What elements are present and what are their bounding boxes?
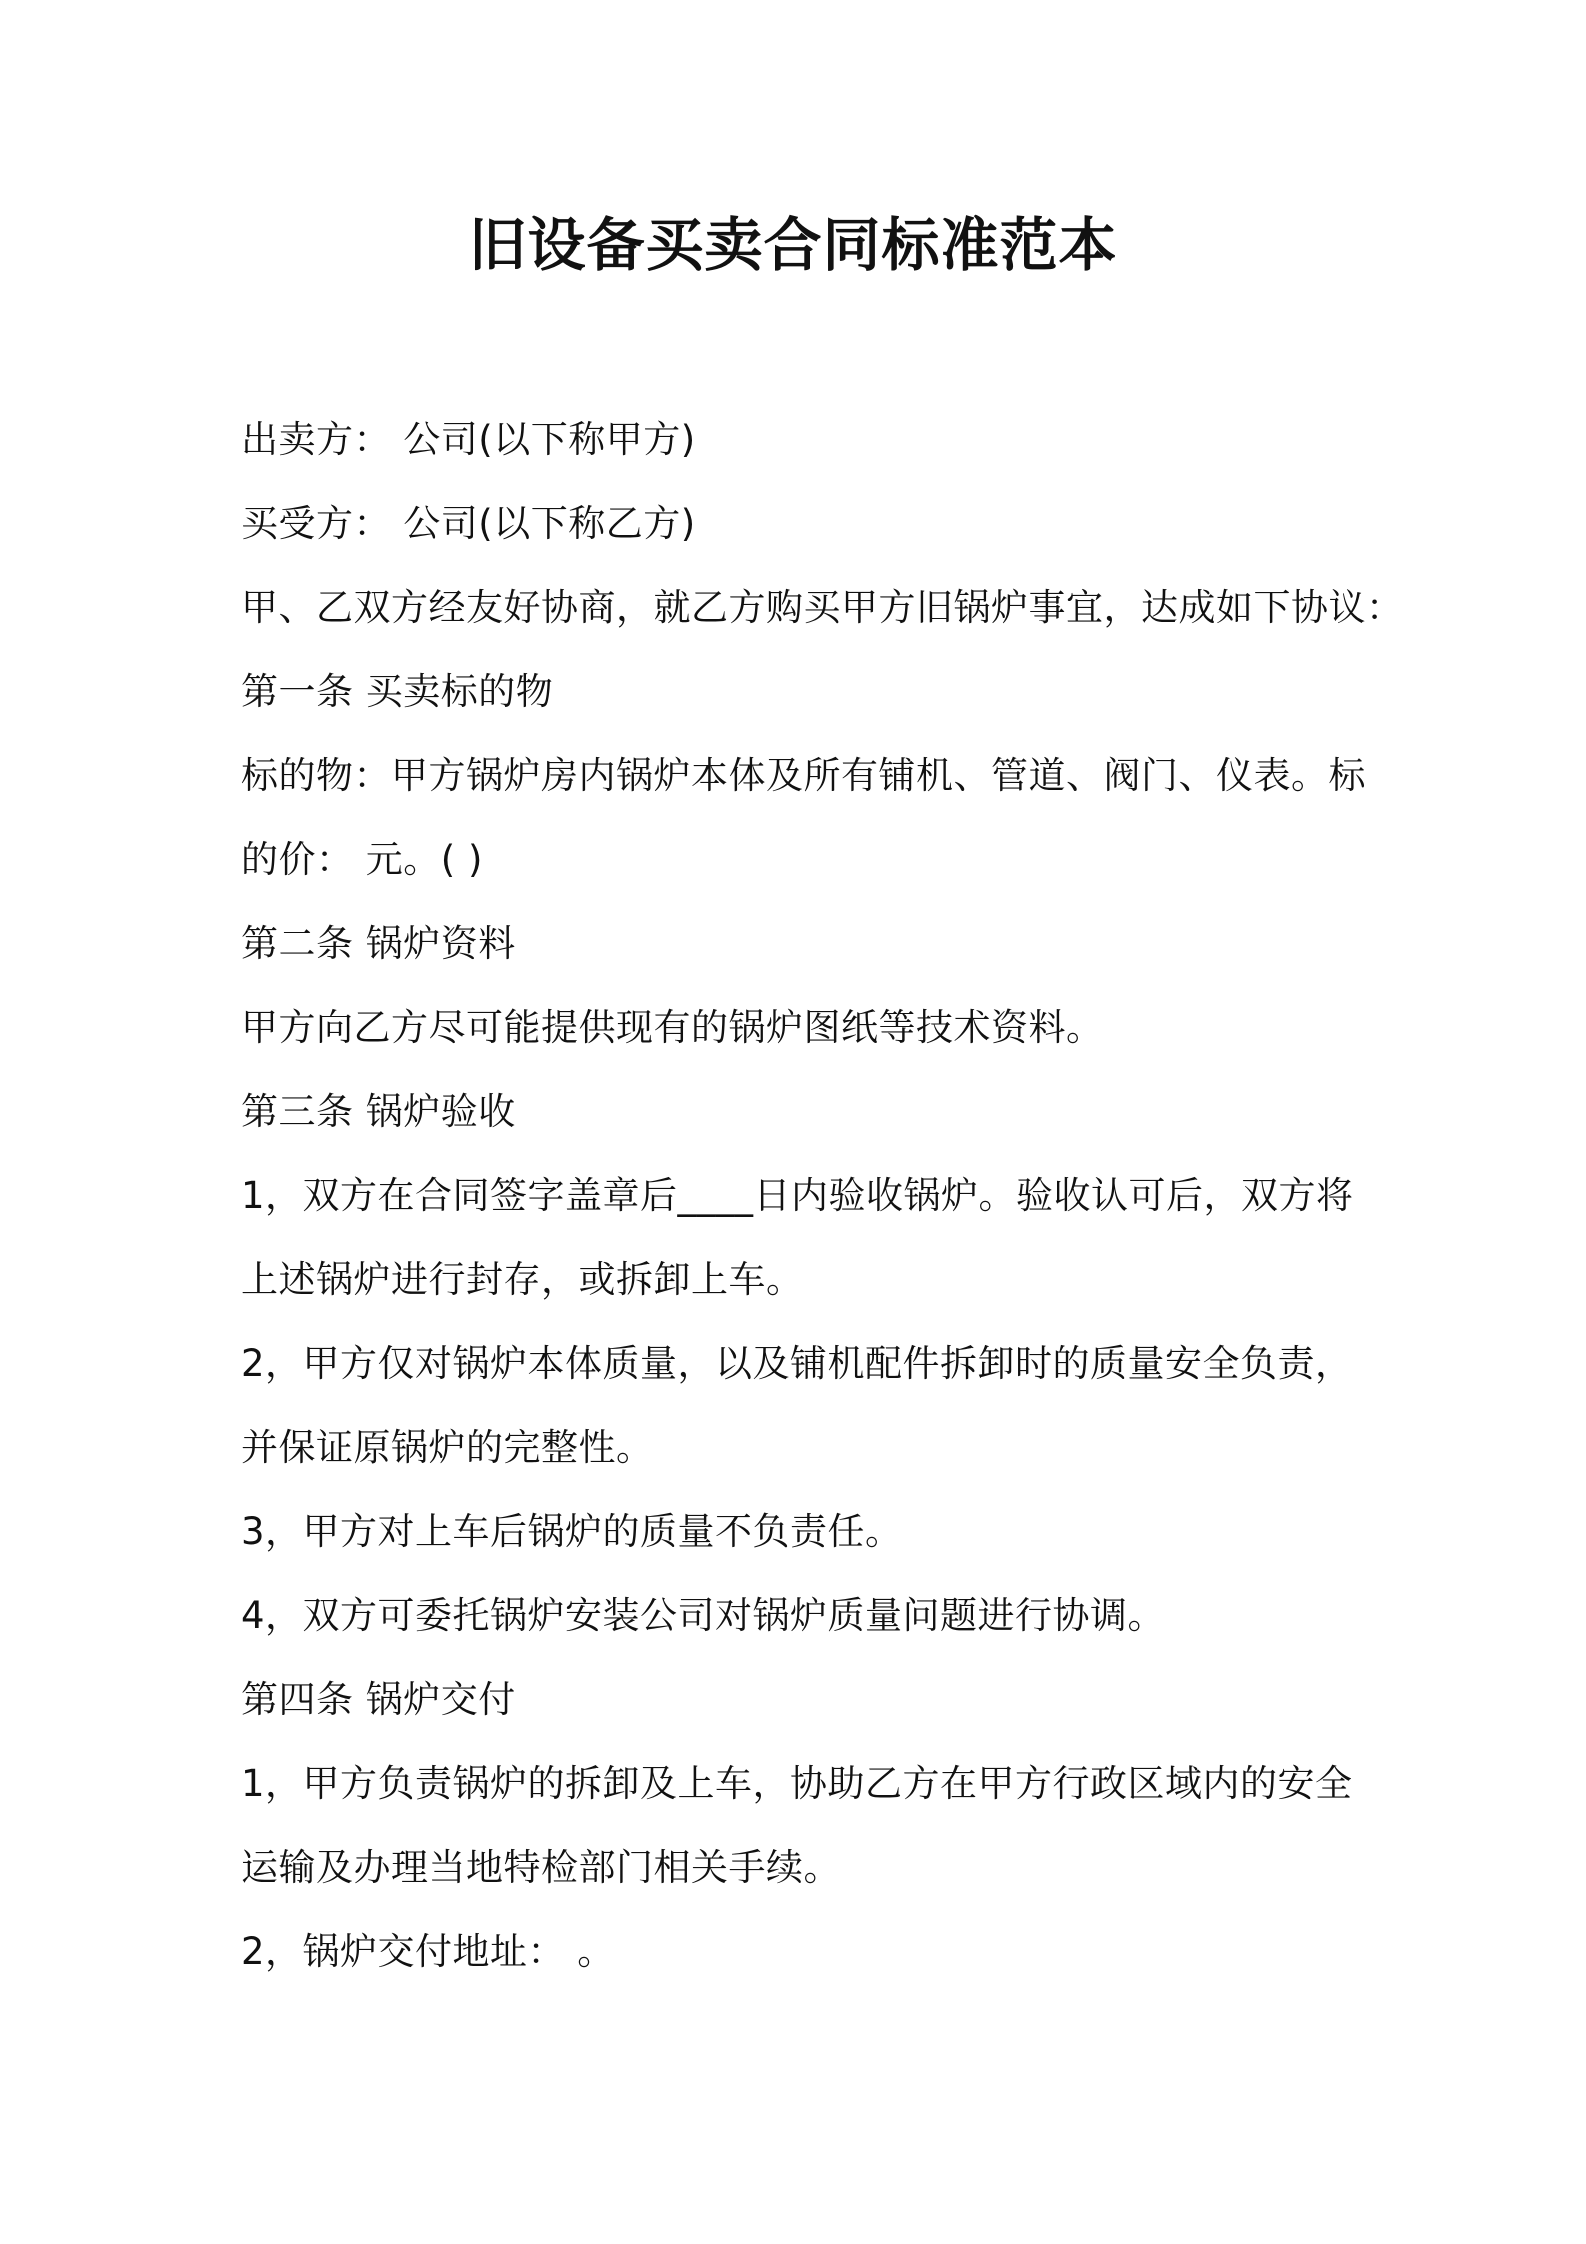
article-3-item-2-line-2: 并保证原锅炉的完整性。 [241,1426,654,1469]
buyer-line: 买受方： 公司(以下称乙方) [241,502,696,545]
article-4-item-2: 2，锅炉交付地址： 。 [241,1930,615,1973]
document-title: 旧设备买卖合同标准范本 [468,211,1118,279]
article-1-heading: 第一条 买卖标的物 [241,670,554,713]
article-4-item-1-line-2: 运输及办理当地特检部门相关手续。 [241,1846,841,1889]
article-3-item-1-line-2: 上述锅炉进行封存，或拆卸上车。 [241,1258,804,1301]
article-3-item-2-line-1: 2，甲方仅对锅炉本体质量，以及铺机配件拆卸时的质量安全负责， [241,1342,1353,1385]
article-4-item-1-line-1: 1，甲方负责锅炉的拆卸及上车，协助乙方在甲方行政区域内的安全 [241,1762,1353,1805]
article-4-heading: 第四条 锅炉交付 [241,1678,516,1721]
article-3-item-3: 3，甲方对上车后锅炉的质量不负责任。 [241,1510,903,1553]
article-3-heading: 第三条 锅炉验收 [241,1090,516,1133]
article-3-item-1-line-1: 1，双方在合同签字盖章后____日内验收锅炉。验收认可后，双方将 [241,1174,1354,1217]
preamble-line: 甲、乙双方经友好协商，就乙方购买甲方旧锅炉事宜，达成如下协议： [241,586,1404,629]
document-body [241,398,1404,1994]
article-3-item-4: 4，双方可委托锅炉安装公司对锅炉质量问题进行协调。 [241,1594,1166,1637]
seller-line: 出卖方： 公司(以下称甲方) [241,418,696,461]
article-1-text-line-2: 的价： 元。( ) [241,838,483,881]
article-2-text: 甲方向乙方尽可能提供现有的锅炉图纸等技术资料。 [241,1006,1104,1049]
article-2-heading: 第二条 锅炉资料 [241,922,516,965]
article-1-text-line-1: 标的物：甲方锅炉房内锅炉本体及所有铺机、管道、阀门、仪表。标 [241,754,1366,797]
